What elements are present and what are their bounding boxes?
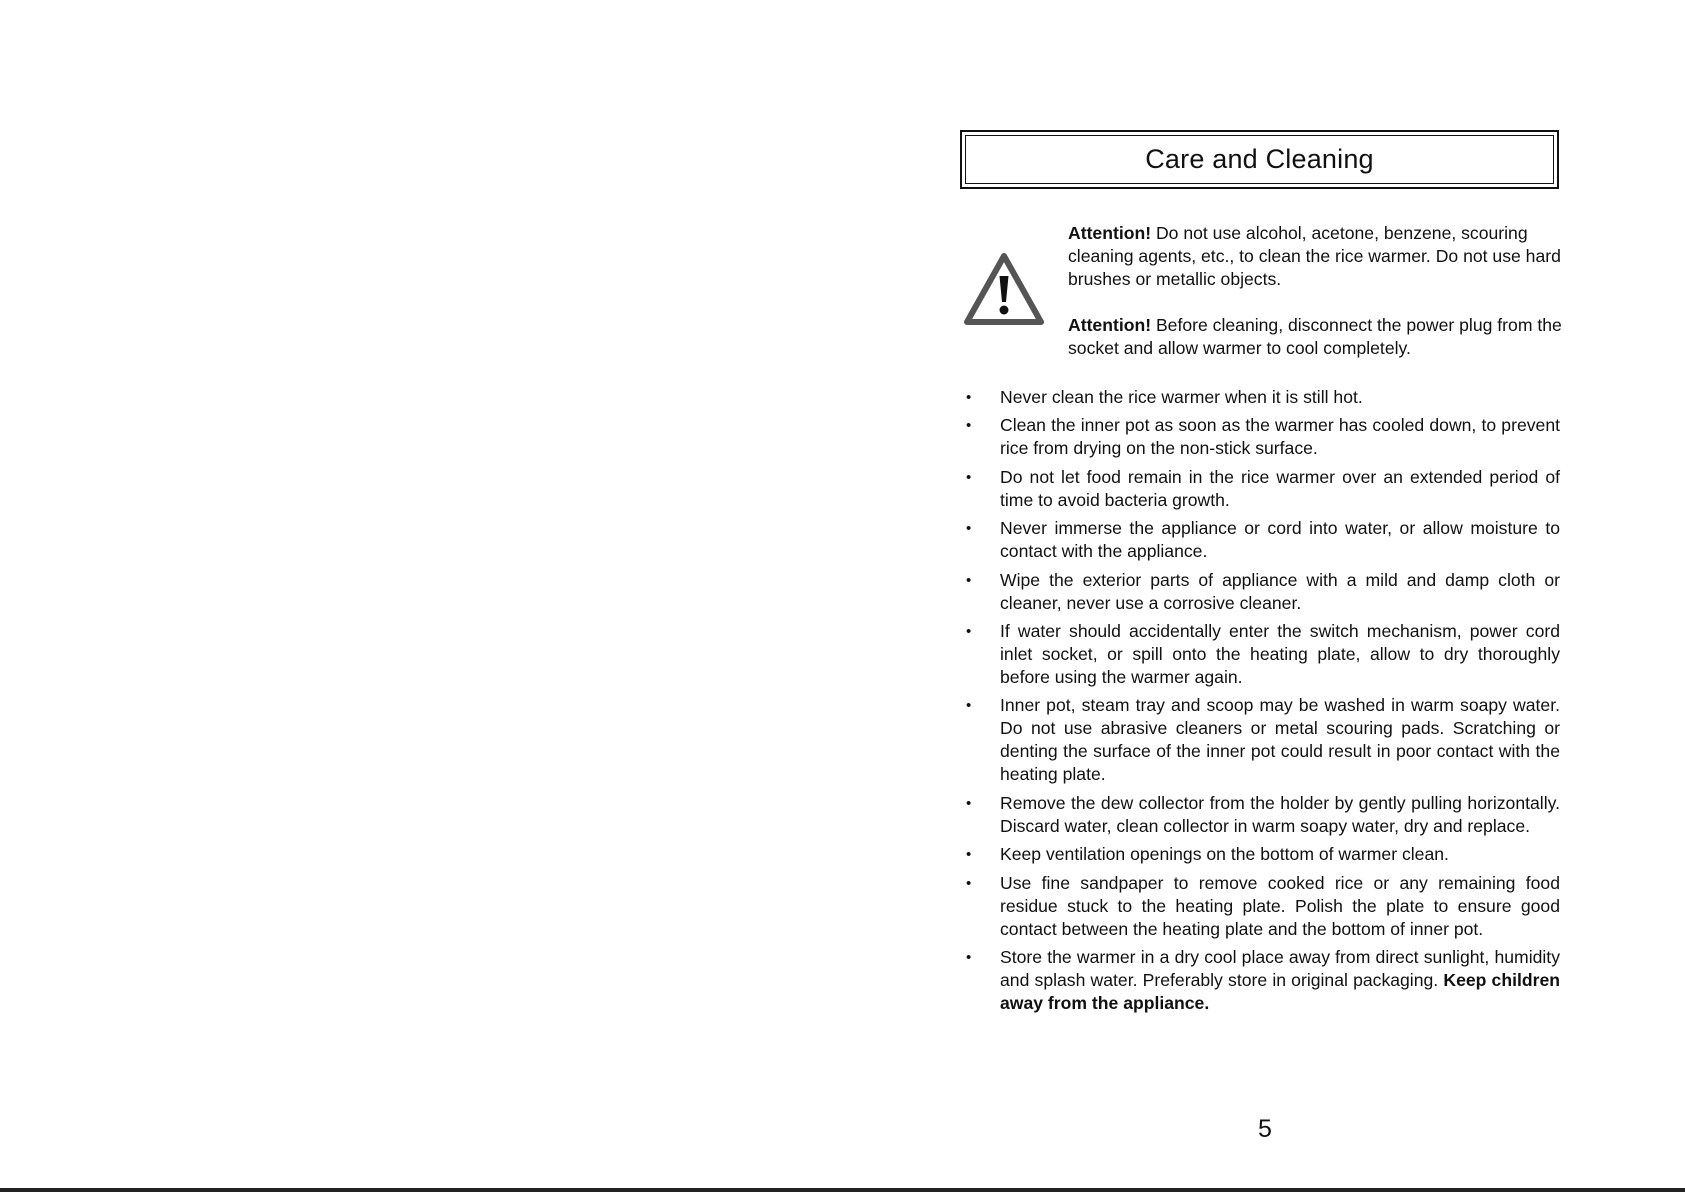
list-item: • If water should accidentally enter the switch mechanism, power cord inlet socket, or spill onto the heating plate, allow to dry thoroughly before using the warmer again. bbox=[966, 620, 1560, 687]
page-bottom-border bbox=[0, 1188, 1685, 1192]
page-number: 5 bbox=[1258, 1115, 1272, 1143]
bullet-icon: • bbox=[966, 697, 972, 715]
list-item: • Inner pot, steam tray and scoop may be washed in warm soapy water. Do not use abrasive cleaners or metal scouring pads. Scratching or denting the surface of the inner pot could result in poor contact with the heating plate. bbox=[966, 695, 1560, 785]
bullet-icon: • bbox=[966, 520, 972, 538]
bullet-icon: • bbox=[966, 846, 972, 864]
bullet-icon: • bbox=[966, 468, 972, 486]
list-item: • Wipe the exterior parts of appliance with a mild and damp cloth or cleaner, never use a corrosive cleaner. bbox=[966, 569, 1560, 613]
attention-block bbox=[960, 222, 1565, 367]
list-item: • Keep ventilation openings on the bottom of warmer clean. bbox=[966, 844, 1449, 865]
list-item: • Remove the dew collector from the holder by gently pulling horizontally. Discard water, clean collector in warm soapy water, dry and replace. bbox=[966, 792, 1560, 836]
title-box bbox=[960, 130, 1559, 189]
bullet-icon: • bbox=[966, 389, 972, 406]
attention-text: Do not use alcohol, acetone, benzene, scouring cleaning agents, etc., to clean the rice warmer. Do not use hard brushes or metallic objects. bbox=[1068, 223, 1561, 289]
list-item: • Never clean the rice warmer when it is still hot. bbox=[966, 387, 1363, 407]
bullet-icon: • bbox=[966, 571, 972, 589]
bullet-icon: • bbox=[966, 948, 972, 966]
list-item: • Store the warmer in a dry cool place away from direct sunlight, humidity and splash water. Preferably store in original packaging. Keep children away from the appliance. bbox=[966, 946, 1560, 1013]
bullet-icon: • bbox=[966, 794, 972, 812]
bullet-icon: • bbox=[966, 874, 972, 892]
warning-icon bbox=[963, 252, 1045, 326]
list-item: • Do not let food remain in the rice warmer over an extended period of time to avoid bacteria growth. bbox=[966, 466, 1560, 510]
list-item: • Use fine sandpaper to remove cooked rice or any remaining food residue stuck to the heating plate. Polish the plate to ensure good contact between the heating plate and the bottom of inner pot. bbox=[966, 872, 1560, 939]
list-item: • Never immerse the appliance or cord into water, or allow moisture to contact with the appliance. bbox=[966, 518, 1560, 562]
list-item: • Clean the inner pot as soon as the warmer has cooled down, to prevent rice from drying on the non-stick surface. bbox=[966, 415, 1560, 459]
page-title: Care and Cleaning bbox=[1145, 144, 1374, 174]
attention-label: Attention! bbox=[1068, 223, 1152, 243]
bullet-icon: • bbox=[966, 622, 972, 640]
attention-note-chemicals bbox=[1068, 222, 1565, 291]
cleaning-instructions-list bbox=[960, 386, 1560, 1020]
attention-note-power bbox=[1068, 314, 1565, 360]
attention-label: Attention! bbox=[1068, 315, 1152, 335]
attention-text: Before cleaning, disconnect the power plug from the socket and allow warmer to cool completely. bbox=[1068, 315, 1562, 358]
bullet-icon: • bbox=[966, 417, 972, 435]
title-box-inner bbox=[965, 135, 1554, 184]
safety-emphasis: Keep children away from the appliance. bbox=[1000, 969, 1560, 1013]
